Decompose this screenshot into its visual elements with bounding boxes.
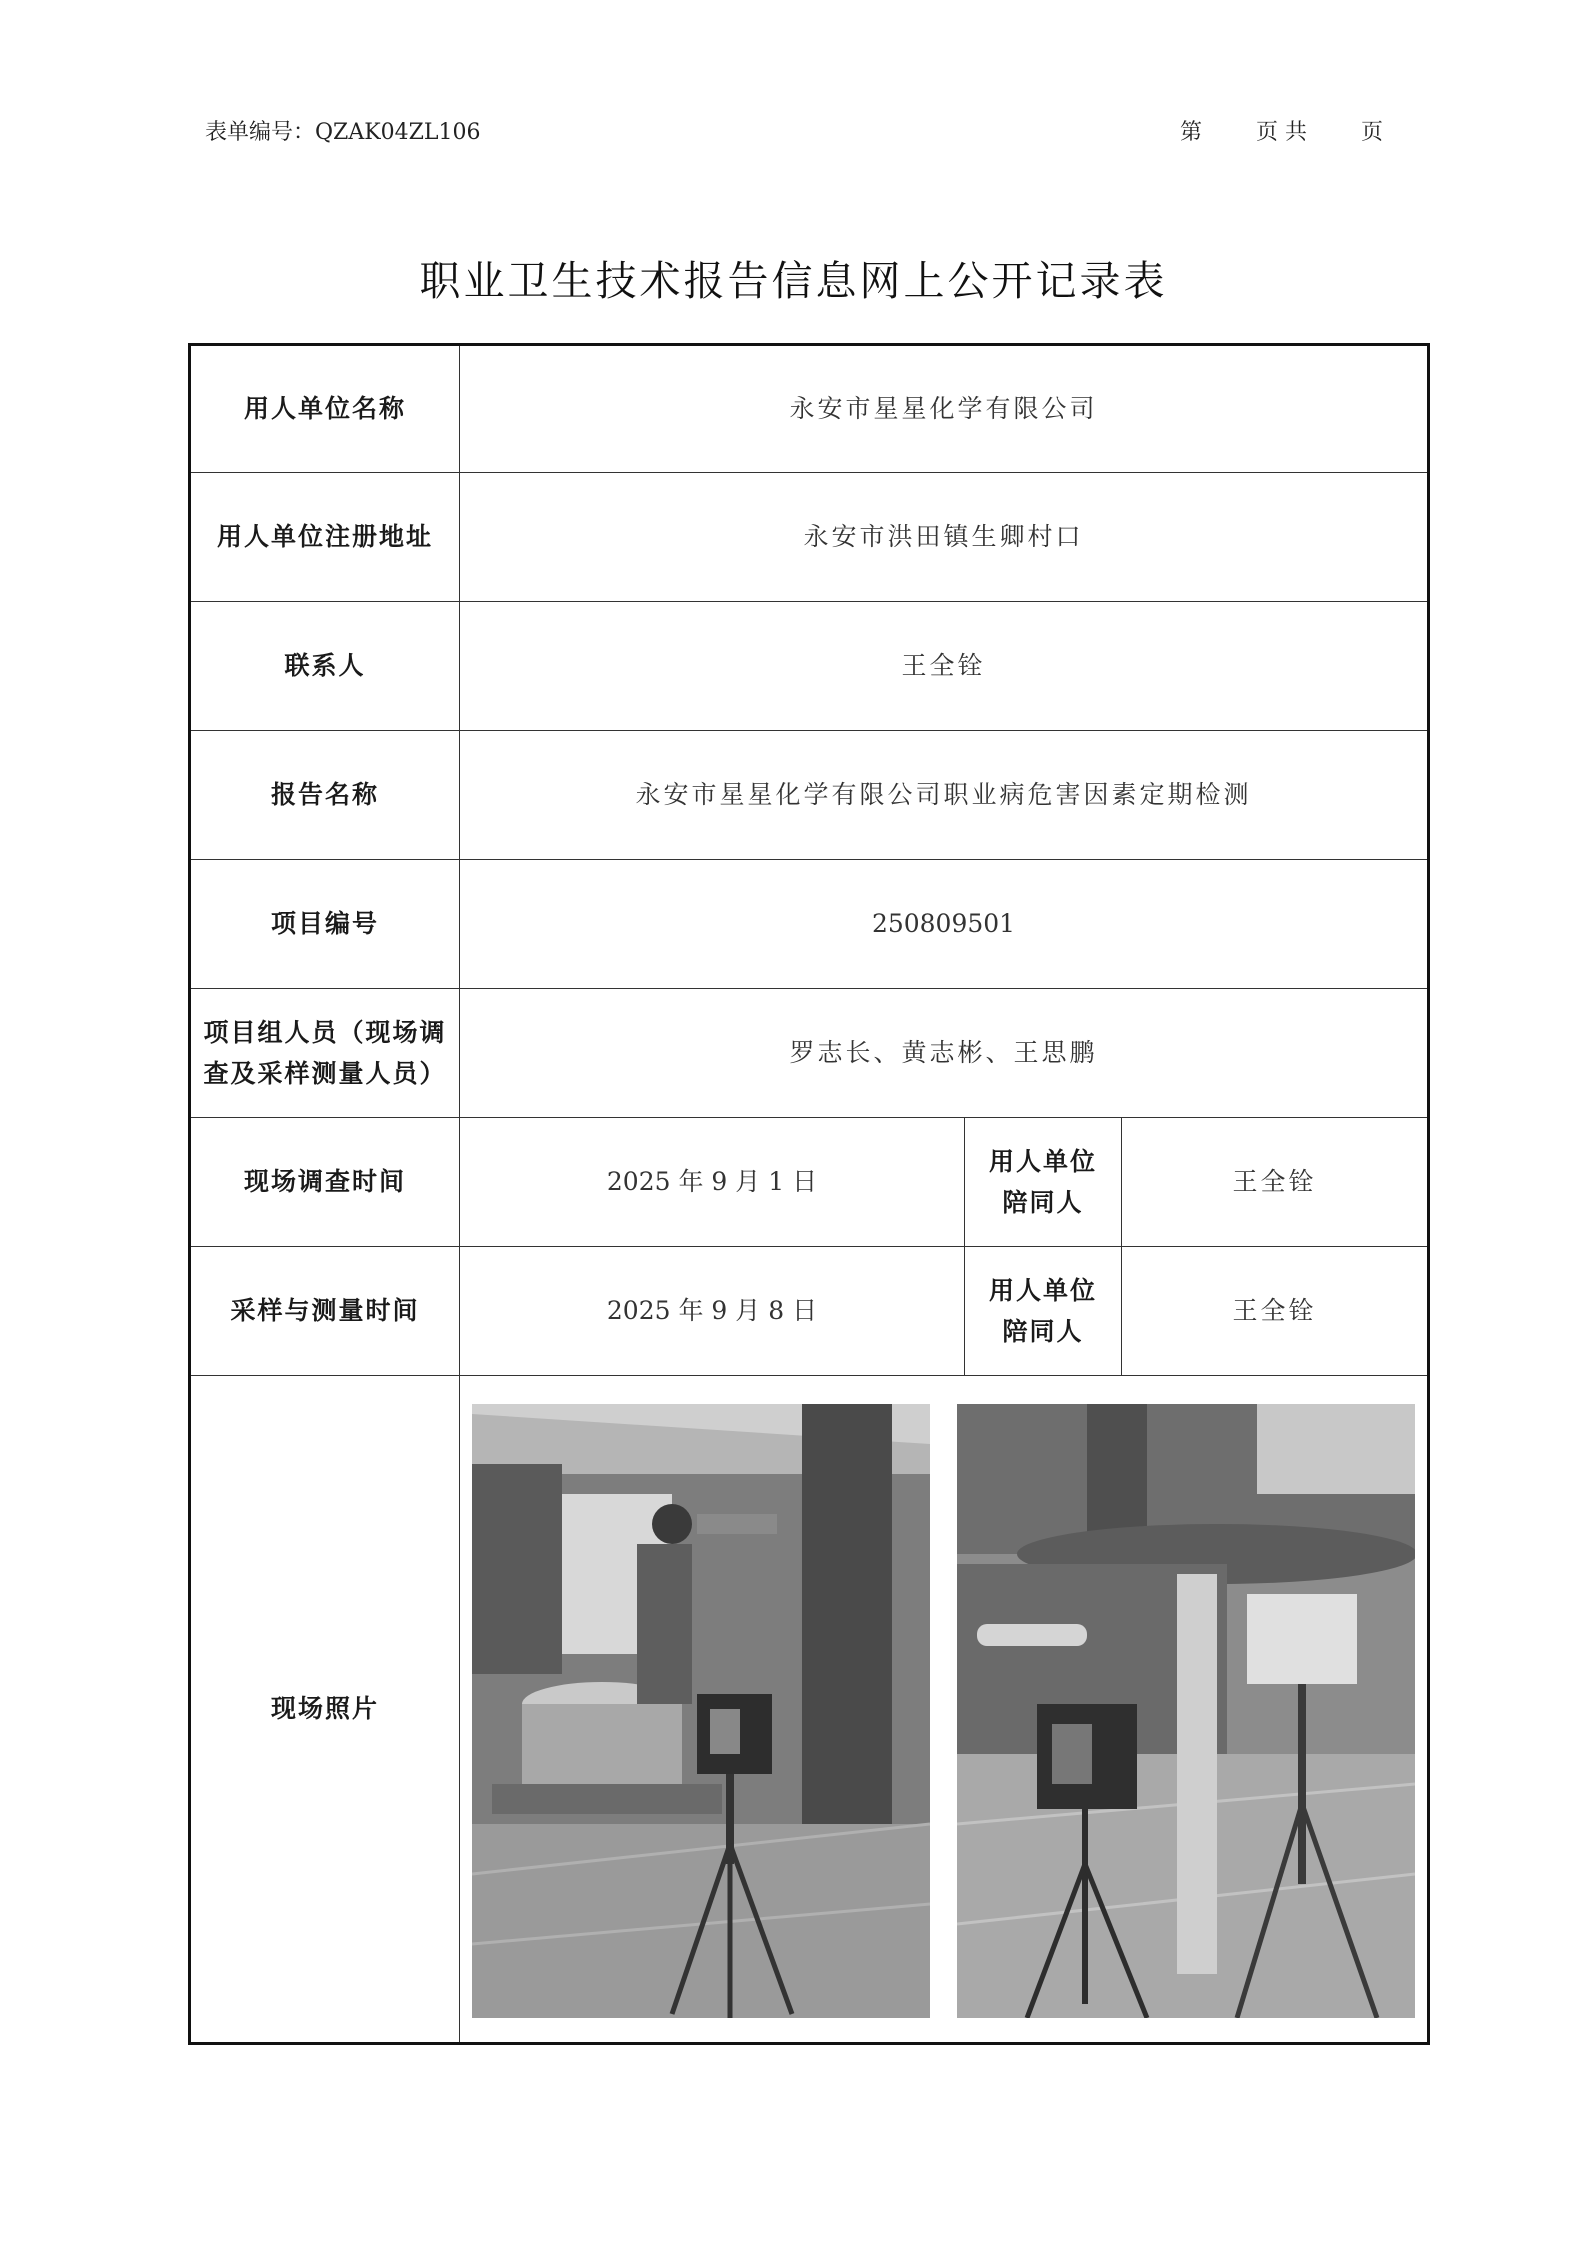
contact-value: 王全铨	[460, 602, 1429, 731]
project-no-value: 250809501	[460, 860, 1429, 989]
sampling-companion-label	[965, 1247, 1122, 1376]
report-name-value: 永安市星星化学有限公司职业病危害因素定期检测	[460, 731, 1429, 860]
page-ye2: 页	[1361, 120, 1384, 145]
survey-companion-label-line1: 用人单位	[988, 1146, 1097, 1176]
row-survey-time	[190, 1118, 1429, 1247]
contact-label: 联系人	[190, 602, 460, 731]
sampling-time-value: 2025 年 9 月 8 日	[460, 1247, 965, 1376]
page-indicator	[1180, 115, 1383, 146]
sampling-companion-label-line1: 用人单位	[988, 1275, 1097, 1305]
sampling-time-label: 采样与测量时间	[190, 1247, 460, 1376]
report-name-label: 报告名称	[190, 731, 460, 860]
site-photo-1	[472, 1404, 930, 2018]
disclosure-record-table	[188, 343, 1430, 2045]
page-di: 第	[1180, 120, 1203, 145]
employer-address-label: 用人单位注册地址	[190, 473, 460, 602]
form-number: 表单编号：QZAK04ZL106	[205, 120, 481, 145]
page-gong: 共	[1285, 120, 1308, 145]
page-title: 职业卫生技术报告信息网上公开记录表	[419, 257, 1168, 305]
sampling-companion-label-line2: 陪同人	[1002, 1317, 1084, 1346]
sampling-companion-value: 王全铨	[1122, 1247, 1429, 1376]
photos-cell	[460, 1376, 1429, 2044]
project-no-label: 项目编号	[190, 860, 460, 989]
survey-companion-value: 王全铨	[1122, 1118, 1429, 1247]
row-employer-name	[190, 345, 1429, 473]
employer-name-label: 用人单位名称	[190, 345, 460, 473]
survey-time-label: 现场调查时间	[190, 1118, 460, 1247]
team-value: 罗志长、黄志彬、王思鹏	[460, 989, 1429, 1118]
row-photos	[190, 1376, 1429, 2044]
row-project-no	[190, 860, 1429, 989]
team-label-line1: 项目组人员（现场调	[203, 1017, 447, 1047]
survey-companion-label-line2: 陪同人	[1002, 1188, 1084, 1217]
team-label	[190, 989, 460, 1118]
row-team	[190, 989, 1429, 1118]
employer-address-value: 永安市洪田镇生卿村口	[460, 473, 1429, 602]
survey-time-value: 2025 年 9 月 1 日	[460, 1118, 965, 1247]
row-sampling-time	[190, 1247, 1429, 1376]
survey-companion-label	[965, 1118, 1122, 1247]
row-employer-address	[190, 473, 1429, 602]
page-ye: 页	[1256, 120, 1279, 145]
row-report-name	[190, 731, 1429, 860]
team-label-line2: 查及采样测量人员）	[203, 1059, 447, 1088]
site-photo-2	[957, 1404, 1415, 2018]
employer-name-value: 永安市星星化学有限公司	[460, 345, 1429, 473]
photos-label: 现场照片	[190, 1376, 460, 2044]
row-contact	[190, 602, 1429, 731]
